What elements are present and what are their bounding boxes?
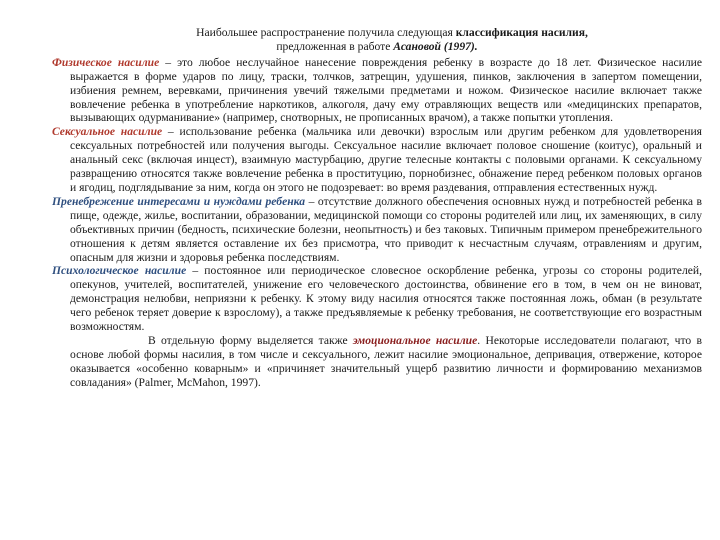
term-emotional: эмоциональное насилие	[352, 333, 478, 347]
text-sexual: – использование ребенка (мальчика или девочки) взрослым или другим ребенком для удовлетворения сексуальных потребностей или получения выгоды. Сексуальное насилие включает половое сношение (коитус), оральный и анальный секс (включая инцест), взаимную мастурбацию, другие телесные контакты с половыми органами. К сексуальному развращению относятся также вовлечение ребенка в проституцию, порнобизнес, обнажение перед ребенком половых органов и ягодиц, подглядывание за ним, когда он этого не подозревает: во время раздевания, отправления естественных нужд.	[70, 125, 702, 194]
intro-author-bold: Асановой (1997).	[393, 39, 478, 53]
section-neglect	[52, 195, 702, 265]
intro-line-2	[52, 40, 702, 54]
intro-line-1-text: Наибольшее распространение получила следующая	[196, 26, 456, 39]
text-neglect: – отсутствие должного обеспечения основных нужд и потребностей ребенка в пище, одежде, жилье, воспитании, образовании, медицинской помощи со стороны родителей или лиц, их заменяющих, в силу объективных причин (бедность, психические болезни, неопытность) и без таковых. Типичным примером пренебрежительного отношения к детям является оставление их без присмотра, что приводит к несчастным случаям, отравлениям и другим, опасным для жизни и здоровья ребенка последствиям.	[70, 194, 702, 264]
closing-paragraph	[52, 334, 702, 390]
closing-text: . Некоторые исследователи полагают, что в основе любой формы насилия, в том числе и сексуального, лежит насилие эмоциональное, депривация, отвержение, которое оказывается «особенно коварным» и «причиняет значительный ущерб развитию личности и формированию механизмов совладания» (Palmer, McMahon, 1997).	[70, 333, 702, 389]
text-physical: – это любое неслучайное нанесение повреждения ребенку в возрасте до 18 лет. Физическое насилие выражается в форме ударов по лицу, траски, толчков, затрещин, удушения, пинков, заключения в запертом помещении, избиения ремнем, веревками, причинения увечий тяжелыми предметами и ножом. Физическое насилие включает также вовлечение ребенка в употребление наркотиков, алкоголя, дачу ему отравляющих веществ или «медицинских препаратов, вызывающих одурманивание» (например, снотворных, не прописанных врачом), а также попытки утопления.	[70, 55, 702, 125]
intro-classification-bold: классификация насилия,	[455, 26, 588, 39]
section-physical	[52, 56, 702, 126]
document-page	[52, 26, 702, 390]
intro-line-2-text: предложенная в работе	[276, 39, 394, 53]
term-sexual: Сексуальное насилие	[52, 125, 163, 139]
section-psychological	[52, 264, 702, 334]
term-physical: Физическое насилие	[52, 55, 160, 69]
intro-paragraph	[52, 26, 702, 54]
term-neglect: Пренебрежение интересами и нуждами ребенка	[52, 194, 306, 208]
closing-pre: В отдельную форму выделяется также	[148, 333, 353, 347]
term-psychological: Психологическое насилие	[52, 264, 187, 278]
intro-line-1	[52, 26, 702, 40]
text-psychological: – постоянное или периодическое словесное оскорбление ребенка, угрозы со стороны родителей, опекунов, учителей, воспитателей, унижение его человеческого достоинства, обвинение его в том, в чем он не виноват, демонстрация нелюбви, неприязни к ребенку. К этому виду насилия относятся также постоянная ложь, обман (в результате чего ребенок теряет доверие к взрослому), а также предъявляемые к ребенку требования, не соответствующие его возрастным возможностям.	[70, 264, 702, 334]
section-sexual	[52, 125, 702, 195]
